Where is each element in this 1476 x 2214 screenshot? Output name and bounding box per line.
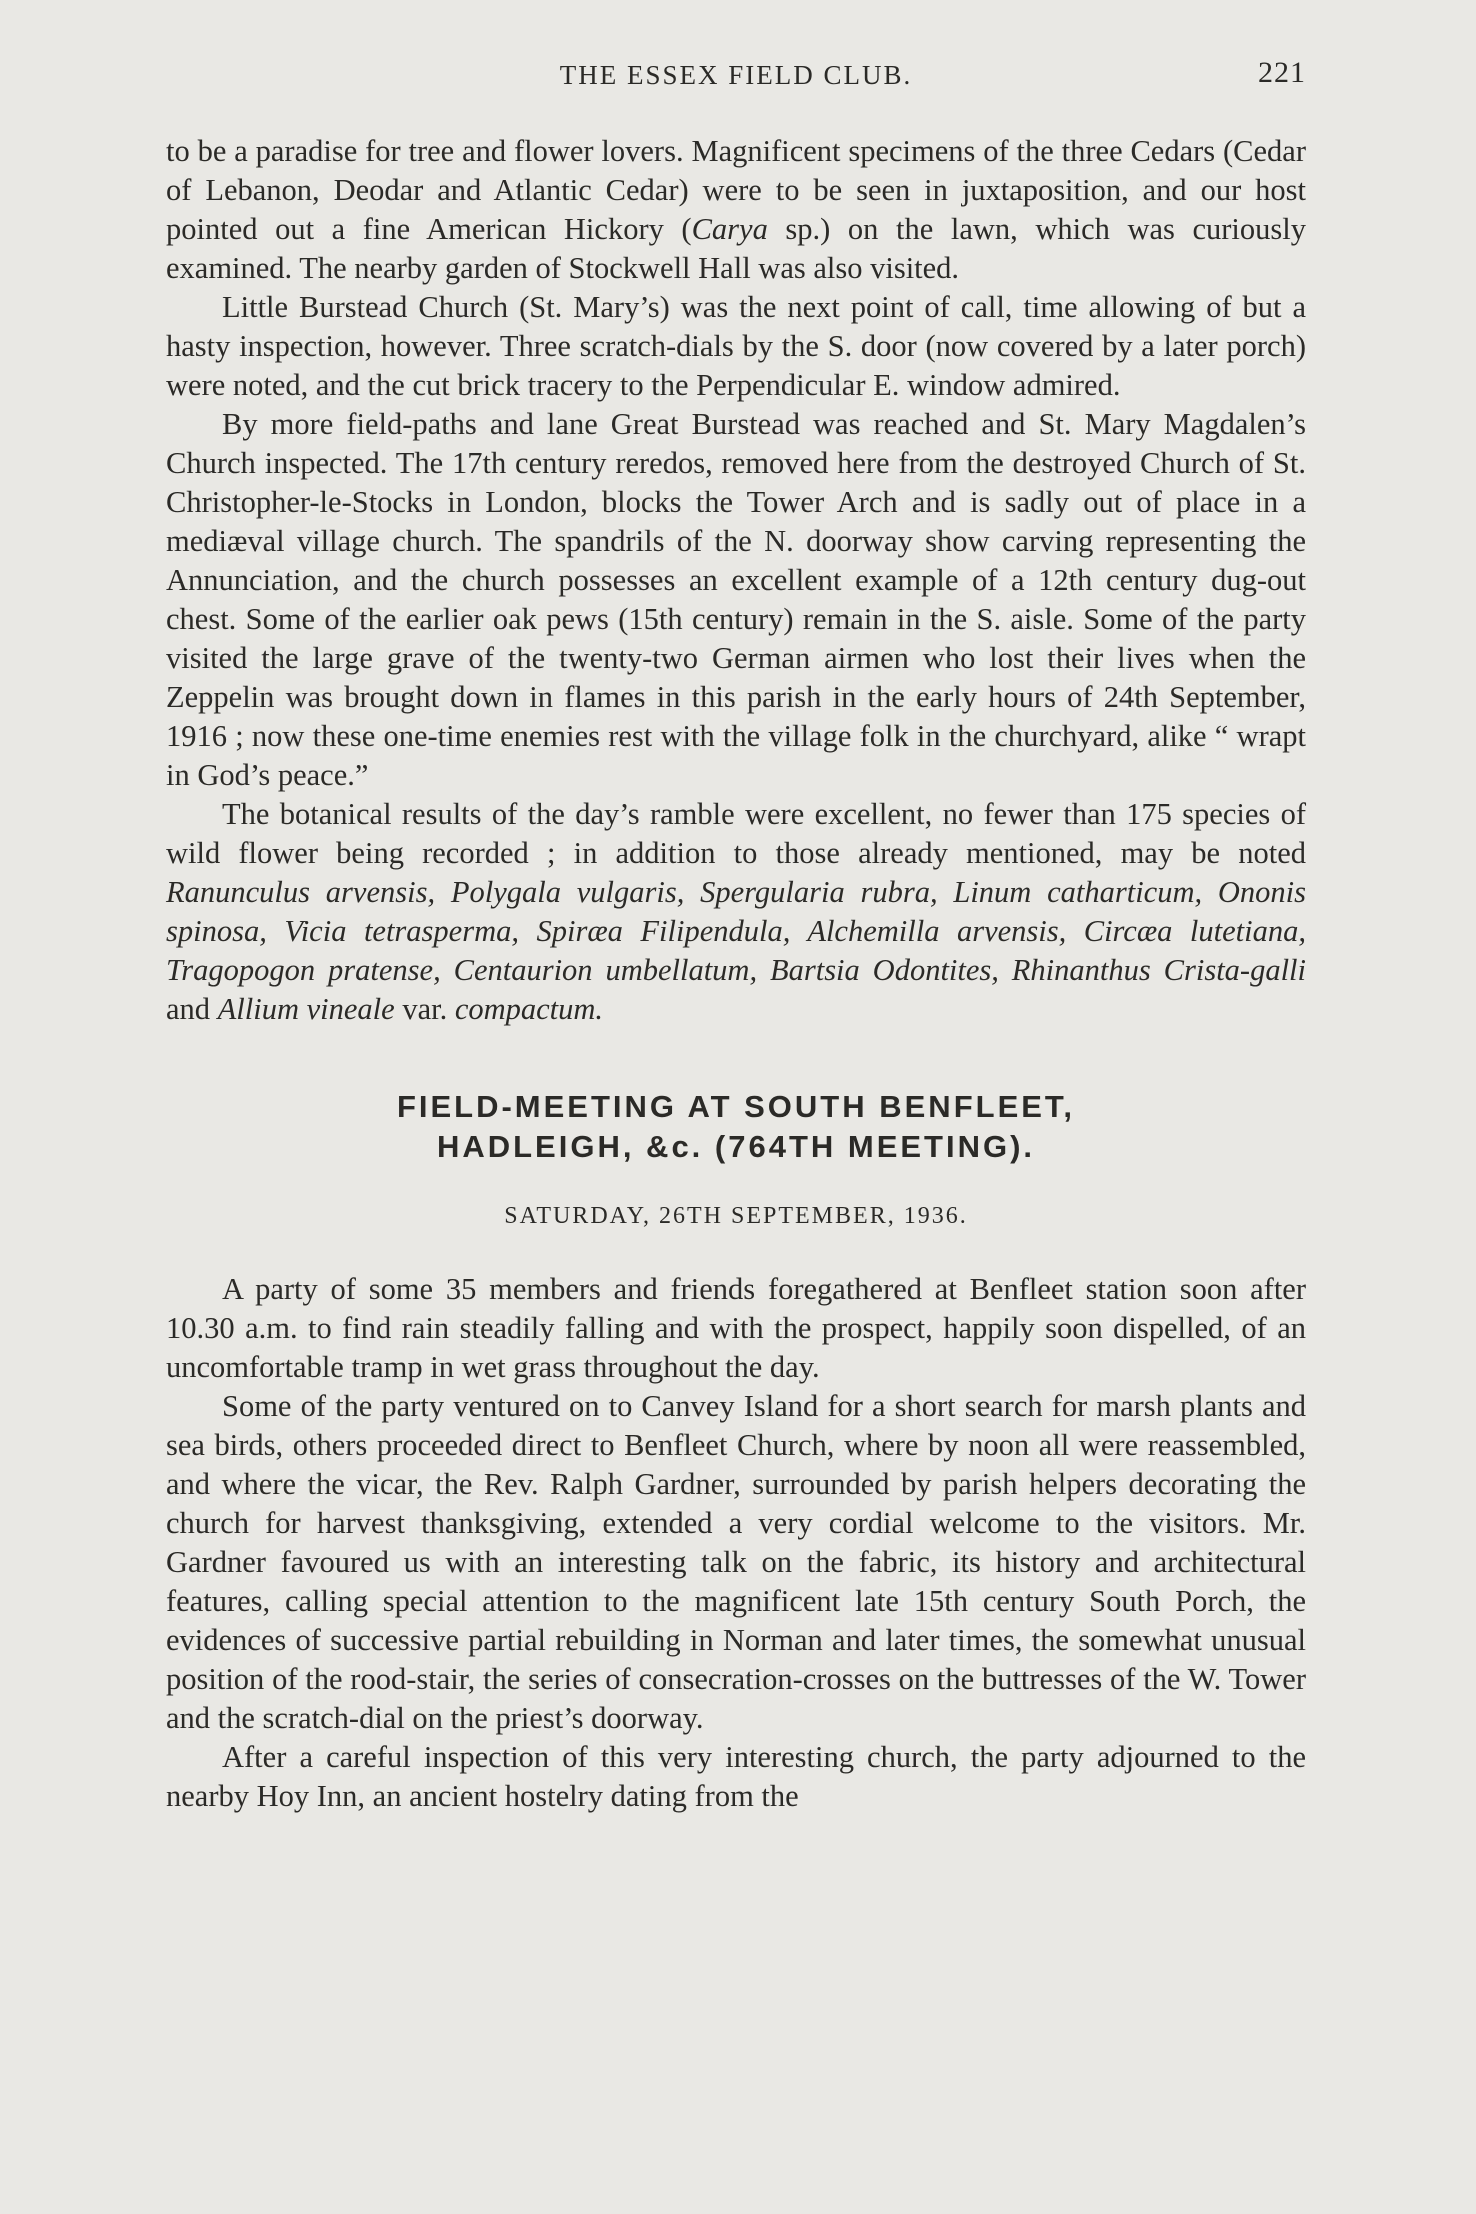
paragraph-continued — [166, 132, 1306, 288]
section-heading — [166, 1087, 1306, 1167]
page-number: 221 — [1258, 56, 1306, 89]
text-run: The botanical results of the day’s ramble were excellent, no fewer than 175 species of wild flower being recorded ; in addition to those already mentioned, may be noted — [166, 797, 1306, 870]
paragraph-botanical-results — [166, 795, 1306, 1029]
paragraph-hoy-inn: After a careful inspection of this very interesting church, the party adjourned to the nearby Hoy Inn, an ancient hostelry dating from the — [166, 1740, 1306, 1813]
italic-species-name: Carya — [691, 212, 768, 246]
text-run: to be a paradise for tree and flower lovers. Magnificent specimens of the three Cedars (Cedar of Lebanon, Deodar and Atlantic Cedar) were to be seen in juxtaposition, and our host pointed out a fine American Hickory ( — [166, 134, 1306, 246]
paragraph-benfleet-church: Some of the party ventured on to Canvey Island for a short search for marsh plants and sea birds, others proceeded direct to Benfleet Church, where by noon all were reassembled, and where the vicar, the Rev. Ralph Gardner, surrounded by parish helpers decorating the church for harvest thanksgiving, extended a very cordial welcome to the visitors. Mr. Gardner favoured us with an interesting talk on the fabric, its history and architectural features, calling special attention to the magnificent late 15th century South Porch, the evidences of successive partial rebuilding in Norman and later times, the somewhat unusual position of the rood-stair, the series of consecration-crosses on the buttresses of the W. Tower and the scratch-dial on the priest’s doorway. — [166, 1389, 1306, 1735]
body-text — [166, 132, 1306, 1816]
paragraph-benfleet-arrival: A party of some 35 members and friends foregathered at Benfleet station soon after 10.30 a.m. to find rain steadily falling and with the prospect, happily soon dispelled, of an uncomfortable tramp in wet grass throughout the day. — [166, 1272, 1306, 1384]
text-run: and — [166, 992, 218, 1026]
text-run: sp.) on the lawn, which was curiously examined. The nearby garden of Stockwell Hall was also visited. — [166, 212, 1306, 285]
italic-variety-name: compactum. — [454, 992, 604, 1026]
italic-species-name: Allium vineale — [217, 992, 395, 1026]
paragraph-great-burstead: By more field-paths and lane Great Burstead was reached and St. Mary Magdalen’s Church inspected. The 17th century reredos, removed here from the destroyed Church of St. Christopher-le-Stocks in London, blocks the Tower Arch and is sadly out of place in a mediæval village church. The spandrils of the N. doorway show carving representing the Annunciation, and the church possesses an excellent example of a 12th century dug-out chest. Some of the earlier oak pews (15th century) remain in the S. aisle. Some of the party visited the large grave of the twenty-two German airmen who lost their lives when the Zeppelin was brought down in flames in this parish in the early hours of 24th September, 1916 ; now these one-time enemies rest with the village folk in the churchyard, alike “ wrapt in God’s peace.” — [166, 407, 1306, 792]
meeting-date: SATURDAY, 26TH SEPTEMBER, 1936. — [504, 1203, 968, 1229]
heading-line-1: FIELD-MEETING AT SOUTH BENFLEET, — [396, 1089, 1076, 1124]
italic-species-list: Ranunculus arvensis, Polygala vulgaris, Spergularia rubra, Linum catharticum, Ononis spinosa, Vicia tetrasperma, Spiræa Filipendula, Alchemilla arvensis, Circæa lutetiana, Tragopogon pratense, Centaurion umbellatum, Bartsia Odontites, Rhinanthus Crista-galli — [166, 875, 1306, 987]
page-header — [166, 56, 1306, 106]
heading-line-2: HADLEIGH, &c. (764TH MEETING). — [436, 1129, 1036, 1164]
text-run: var. — [394, 992, 455, 1026]
paragraph-little-burstead: Little Burstead Church (St. Mary’s) was the next point of call, time allowing of but a hasty inspection, however. Three scratch-dials by the S. door (now covered by a later porch) were noted, and the cut brick tracery to the Perpendicular E. window admired. — [166, 290, 1306, 402]
running-head: THE ESSEX FIELD CLUB. — [559, 60, 913, 90]
